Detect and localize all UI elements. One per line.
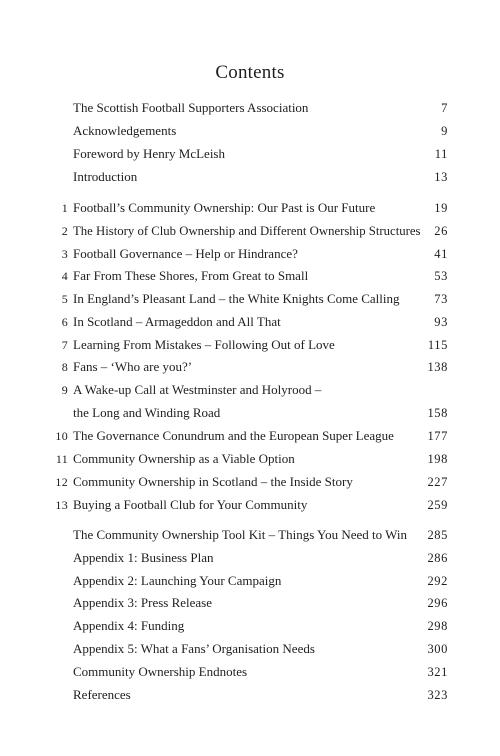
toc-entry-title: The History of Club Ownership and Different Ownership Structures [73,224,421,238]
toc-entry [0,403,500,423]
toc-entry-title: Appendix 5: What a Fans’ Organisation Needs [73,641,315,656]
toc-entry-title: The Community Ownership Tool Kit – Things You Need to Win [73,527,408,542]
toc-page-number: 259 [427,498,448,512]
toc-entry [0,221,500,241]
toc-entry [0,662,500,682]
toc-entry [0,335,500,355]
toc-chapter-number: 2 [61,224,68,238]
toc-chapter-number: 10 [55,429,68,443]
toc-entry [0,495,500,515]
toc-entry-title: Fans – ‘Who are you?’ [73,359,193,374]
toc-entry-title: Appendix 2: Launching Your Campaign [73,573,282,588]
toc-page-number: 321 [427,665,448,679]
toc-entry [0,266,500,286]
toc-entry-title: In Scotland – Armageddon and All That [73,314,281,329]
toc-entry-title: In England’s Pleasant Land – the White Knights Come Calling [73,291,400,306]
toc-page-number: 53 [434,269,448,283]
toc-page-number: 298 [427,619,448,633]
toc-entry [0,167,500,187]
toc-entry-title: The Governance Conundrum and the European Super League [73,428,394,443]
page-title: Contents [215,62,285,83]
toc-page-number: 198 [427,452,448,466]
toc-page-number: 93 [434,315,448,329]
toc-entry-title: Community Ownership as a Viable Option [73,451,295,466]
toc-entry-title: A Wake-up Call at Westminster and Holyrood – [73,382,322,397]
toc-entry [0,121,500,141]
toc-entry [0,472,500,492]
toc-entry [0,312,500,332]
toc-chapter-number: 9 [61,383,68,397]
toc-page-number: 115 [427,338,448,352]
toc-entry-title: Football Governance – Help or Hindrance? [73,246,298,261]
toc-entry [0,525,500,545]
toc-entry-title: Appendix 1: Business Plan [73,550,214,565]
toc-page-number: 9 [441,124,448,138]
toc-page-number: 138 [427,360,448,374]
toc-entry-title: Acknowledgements [73,123,177,138]
toc-page-number: 292 [427,574,448,588]
toc-entry-title: Learning From Mistakes – Following Out of Love [73,337,335,352]
toc-entry-title: Far From These Shores, From Great to Small [73,268,309,283]
toc-chapter-number: 5 [61,292,68,306]
toc-entry-title: Appendix 3: Press Release [73,595,213,610]
toc-page-number: 73 [434,292,448,306]
toc-page-number: 323 [427,688,448,702]
toc-entry-title: Community Ownership in Scotland – the Inside Story [73,474,353,489]
toc-page-number: 296 [427,596,448,610]
toc-page-number: 11 [434,147,448,161]
toc-page-number: 19 [434,201,448,215]
toc-entry [0,426,500,446]
toc-entry [0,98,500,118]
toc-page-number: 177 [427,429,448,443]
toc-entry-title: the Long and Winding Road [73,405,221,420]
toc-page-number: 41 [434,247,448,261]
toc-entry [0,571,500,591]
toc-chapter-number: 13 [55,498,68,512]
toc-entry [0,449,500,469]
toc-entry-title: Football’s Community Ownership: Our Past is Our Future [73,200,376,215]
toc-entry [0,357,500,377]
toc-chapter-number: 8 [61,360,68,374]
toc-entry-title: Buying a Football Club for Your Community [73,497,308,512]
toc-entry [0,289,500,309]
toc-page-number: 300 [427,642,448,656]
toc-page-number: 227 [427,475,448,489]
toc-chapter-number: 3 [61,247,68,261]
toc-entry [0,616,500,636]
toc-page-number: 285 [427,528,448,542]
toc-entry [0,548,500,568]
toc-chapter-number: 11 [55,452,68,466]
toc-entry-title: Appendix 4: Funding [73,618,185,633]
toc-entry [0,593,500,613]
toc-chapter-number: 6 [61,315,68,329]
toc-page-number: 158 [427,406,448,420]
toc-entry [0,685,500,705]
toc-page-number: 26 [434,224,448,238]
toc-entry-title: Foreword by Henry McLeish [73,146,225,161]
toc-chapter-number: 7 [61,338,68,352]
toc-entry [0,144,500,164]
toc-entry [0,198,500,218]
toc-entry [0,380,500,400]
toc-entry-title: Introduction [73,169,138,184]
toc-chapter-number: 1 [61,201,68,215]
toc-entry [0,244,500,264]
toc-page-number: 286 [427,551,448,565]
toc-entry [0,639,500,659]
toc-page-number: 7 [441,101,448,115]
toc-entry-title: References [73,687,131,702]
toc-chapter-number: 12 [55,475,68,489]
toc-chapter-number: 4 [61,269,68,283]
toc-entry-title: The Scottish Football Supporters Association [73,100,309,115]
toc-page-number: 13 [434,170,448,184]
toc-entry-title: Community Ownership Endnotes [73,664,248,679]
